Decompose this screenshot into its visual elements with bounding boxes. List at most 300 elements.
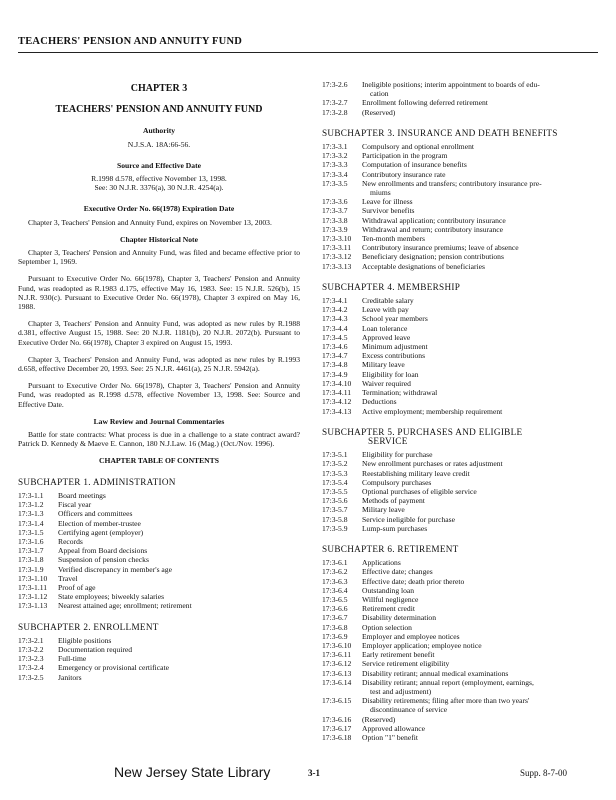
- section-title-text: Option selection: [362, 622, 412, 632]
- section-title-text: Withdrawal and return; contributory insurance: [362, 224, 503, 234]
- section-title-text: Disability retirements; filing after more than two years': [362, 696, 530, 706]
- subchapter-4-list: [322, 296, 598, 416]
- section-number: 17:3-4.9: [322, 369, 348, 379]
- section-title: [362, 324, 598, 333]
- section-number: 17:3-5.8: [322, 514, 348, 524]
- toc-row: [322, 351, 598, 360]
- section-title: [362, 179, 598, 197]
- section-title-text: Appeal from Board decisions: [58, 546, 148, 556]
- toc-row: [322, 459, 598, 468]
- section-number: 17:3-1.9: [18, 564, 44, 574]
- toc-row: [322, 333, 598, 342]
- section-title-text: Suspension of pension checks: [58, 555, 149, 565]
- section-title: [362, 351, 598, 360]
- section-title-text: Board meetings: [58, 490, 106, 500]
- toc-row: [322, 314, 598, 323]
- section-title: [58, 574, 300, 583]
- section-title: [362, 80, 598, 98]
- section-number: 17:3-2.2: [18, 644, 44, 654]
- section-title: [362, 296, 598, 305]
- toc-row: [322, 225, 598, 234]
- section-title: [58, 509, 300, 518]
- section-title-text: New enrollments and transfers; contributory insurance pre-: [362, 178, 542, 188]
- toc-row: [322, 170, 598, 179]
- toc-row: [18, 565, 300, 574]
- section-title: [362, 234, 598, 243]
- section-title: [362, 360, 598, 369]
- toc-row: [322, 641, 598, 650]
- header-rule: [18, 52, 598, 53]
- running-header: TEACHERS' PENSION AND ANNUITY FUND: [18, 36, 243, 47]
- law-review-heading: Law Review and Journal Commentaries: [93, 416, 225, 426]
- section-title-text: (Reserved): [362, 107, 396, 117]
- section-title-text: Fiscal year: [58, 500, 92, 510]
- section-title-text: Approved leave: [362, 332, 411, 342]
- section-number: 17:3-6.15: [322, 696, 352, 706]
- section-number: 17:3-6.8: [322, 622, 348, 632]
- section-title-text: Disability determination: [362, 613, 437, 623]
- section-title-text: Applications: [362, 558, 401, 568]
- toc-row: [322, 524, 598, 533]
- subchapter-2-title: SUBCHAPTER 2. ENROLLMENT: [18, 621, 159, 632]
- section-title: [362, 715, 598, 724]
- section-title-text: Certifying agent (employer): [58, 527, 144, 537]
- section-number: 17:3-4.4: [322, 323, 348, 333]
- section-title: [362, 197, 598, 206]
- section-title: [362, 733, 598, 742]
- toc-row: [18, 592, 300, 601]
- section-title-text: Compulsory purchases: [362, 477, 432, 487]
- section-title: [58, 592, 300, 601]
- section-title-text: Military leave: [362, 505, 405, 515]
- section-title: [58, 519, 300, 528]
- section-number: 17:3-1.8: [18, 555, 44, 565]
- section-title-text: Participation in the program: [362, 151, 448, 161]
- section-title-continuation: discontinuance of service: [370, 705, 448, 715]
- toc-row: [322, 469, 598, 478]
- section-number: 17:3-1.11: [18, 582, 48, 592]
- section-title-continuation: cation: [370, 89, 389, 99]
- toc-row: [322, 142, 598, 151]
- section-title-text: Enrollment following deferred retirement: [362, 98, 488, 108]
- section-number: 17:3-1.2: [18, 500, 44, 510]
- source-heading: Source and Effective Date: [116, 160, 201, 170]
- section-title: [362, 487, 598, 496]
- section-title: [362, 613, 598, 622]
- section-title: [58, 491, 300, 500]
- section-title-text: Eligibility for loan: [362, 369, 419, 379]
- subchapter-1-title: SUBCHAPTER 1. ADMINISTRATION: [18, 476, 176, 487]
- section-title-text: Computation of insurance benefits: [362, 160, 467, 170]
- toc-row: [322, 669, 598, 678]
- section-title-text: Ten-month members: [362, 234, 425, 244]
- section-title-text: Deductions: [362, 397, 397, 407]
- section-number: 17:3-3.5: [322, 178, 348, 188]
- toc-row: [18, 509, 300, 518]
- toc-row: [322, 252, 598, 261]
- section-title: [58, 663, 300, 672]
- section-title: [58, 645, 300, 654]
- toc-row: [322, 595, 598, 604]
- section-title: [362, 206, 598, 215]
- section-number: 17:3-3.2: [322, 151, 348, 161]
- section-number: 17:3-6.4: [322, 585, 348, 595]
- toc-row: [322, 496, 598, 505]
- toc-row: [322, 305, 598, 314]
- section-number: 17:3-5.1: [322, 450, 348, 460]
- section-title: [362, 641, 598, 650]
- section-number: 17:3-4.5: [322, 332, 348, 342]
- section-number: 17:3-1.13: [18, 601, 48, 611]
- section-title: [362, 496, 598, 505]
- history-paragraph: Chapter 3, Teachers' Pension and Annuity Fund, was adopted as new rules by R.1988 d.381, effective August 15, 1988. See: 20 N.J.R. 1181(b), 20 N.J.R. 2072(b). Pursuant to Executive Order No. 66(1978), Chapter 3 expired on August 15, 1993.: [18, 319, 300, 347]
- section-title-text: Optional purchases of eligible service: [362, 486, 477, 496]
- toc-row: [322, 360, 598, 369]
- section-number: 17:3-2.5: [18, 672, 44, 682]
- section-title-text: State employees; biweekly salaries: [58, 592, 165, 602]
- eo-text: Chapter 3, Teachers' Pension and Annuity Fund, expires on November 13, 2003.: [28, 217, 272, 227]
- section-number: 17:3-3.9: [322, 224, 348, 234]
- page-number: 3-1: [308, 768, 320, 778]
- section-title: [362, 724, 598, 733]
- section-title: [362, 160, 598, 169]
- section-title-text: Termination; withdrawal: [362, 388, 438, 398]
- toc-row: [322, 678, 598, 696]
- section-number: 17:3-4.12: [322, 397, 352, 407]
- section-title: [58, 537, 300, 546]
- section-title-text: Methods of payment: [362, 496, 425, 506]
- section-title: [362, 170, 598, 179]
- toc-row: [322, 216, 598, 225]
- section-title-text: Service retirement eligibility: [362, 659, 450, 669]
- section-title-text: Creditable salary: [362, 296, 414, 306]
- section-number: 17:3-4.1: [322, 296, 348, 306]
- section-title-text: Beneficiary designation; pension contributions: [362, 252, 504, 262]
- section-title: [362, 216, 598, 225]
- section-title: [362, 314, 598, 323]
- section-title: [58, 555, 300, 564]
- section-number: 17:3-2.3: [18, 654, 44, 664]
- toc-row: [18, 583, 300, 592]
- section-number: 17:3-4.11: [322, 388, 352, 398]
- section-title-text: Verified discrepancy in member's age: [58, 564, 172, 574]
- toc-row: [322, 206, 598, 215]
- section-number: 17:3-1.4: [18, 518, 44, 528]
- toc-row: [18, 537, 300, 546]
- section-title: [58, 601, 300, 610]
- section-number: 17:3-4.8: [322, 360, 348, 370]
- subchapter-2-list: [18, 636, 300, 682]
- section-title: [362, 469, 598, 478]
- section-title: [58, 673, 300, 682]
- toc-row: [18, 555, 300, 564]
- subchapter-6-list: [322, 558, 598, 742]
- section-title: [58, 565, 300, 574]
- section-title-text: Disability retirant; annual medical examinations: [362, 668, 509, 678]
- section-title: [362, 586, 598, 595]
- library-stamp: New Jersey State Library: [114, 764, 271, 780]
- section-number: 17:3-1.7: [18, 546, 44, 556]
- section-number: 17:3-6.13: [322, 668, 352, 678]
- section-number: 17:3-2.1: [18, 635, 44, 645]
- toc-row: [322, 659, 598, 668]
- toc-row: [322, 623, 598, 632]
- section-number: 17:3-2.8: [322, 107, 348, 117]
- section-title: [362, 505, 598, 514]
- toc-row: [322, 379, 598, 388]
- section-number: 17:3-3.6: [322, 197, 348, 207]
- section-title-text: Loan tolerance: [362, 323, 408, 333]
- section-title: [58, 583, 300, 592]
- chapter-title: TEACHERS' PENSION AND ANNUITY FUND: [55, 104, 263, 116]
- section-title-text: Minimum adjustment: [362, 342, 428, 352]
- section-title: [362, 678, 598, 696]
- history-heading: Chapter Historical Note: [120, 234, 198, 244]
- section-title-text: Leave with pay: [362, 305, 409, 315]
- toc-row: [322, 577, 598, 586]
- toc-row: [18, 574, 300, 583]
- section-number: 17:3-2.6: [322, 80, 348, 89]
- toc-row: [322, 558, 598, 567]
- section-number: 17:3-6.3: [322, 576, 348, 586]
- section-number: 17:3-5.4: [322, 477, 348, 487]
- section-title-text: Outstanding loan: [362, 585, 415, 595]
- section-title: [362, 577, 598, 586]
- toc-row: [322, 342, 598, 351]
- section-title-text: Election of member-trustee: [58, 518, 141, 528]
- section-title-text: Records: [58, 536, 83, 546]
- section-number: 17:3-6.6: [322, 604, 348, 614]
- toc-row: [322, 567, 598, 576]
- section-number: 17:3-6.14: [322, 677, 352, 687]
- section-title: [362, 342, 598, 351]
- section-title-text: Officers and committees: [58, 509, 133, 519]
- toc-row: [18, 663, 300, 672]
- toc-row: [322, 397, 598, 406]
- section-title: [362, 252, 598, 261]
- section-title-continuation: miums: [370, 188, 391, 198]
- section-title-text: Military leave: [362, 360, 405, 370]
- section-title-text: Effective date; death prior thereto: [362, 576, 465, 586]
- source-line-1: R.1998 d.578, effective November 13, 1998.: [91, 174, 227, 184]
- toc-row: [18, 519, 300, 528]
- section-number: 17:3-5.7: [322, 505, 348, 515]
- toc-row: [322, 604, 598, 613]
- toc-row: [18, 645, 300, 654]
- section-number: 17:3-4.2: [322, 305, 348, 315]
- section-number: 17:3-5.3: [322, 468, 348, 478]
- authority-heading: Authority: [142, 126, 176, 136]
- toc-row: [322, 613, 598, 622]
- section-title: [362, 696, 598, 714]
- toc-row: [18, 546, 300, 555]
- law-review-text: Battle for state contracts: What process is due in a challenge to a state contract award? Patrick D. Kennedy & Maeve E. Cannon, 180 N.J.Law. 16 (Mag.) (Oct./Nov. 1996).: [18, 430, 300, 449]
- toc-row: [322, 197, 598, 206]
- section-title-text: Nearest attained age; enrollment; retirement: [58, 601, 192, 611]
- section-title-text: Excess contributions: [362, 351, 426, 361]
- source-line-2: See: 30 N.J.R. 3376(a), 30 N.J.R. 4254(a).: [94, 183, 224, 193]
- section-title-text: Compulsory and optional enrollment: [362, 142, 474, 152]
- section-title-text: Ineligible positions; interim appointment to boards of edu-: [362, 80, 540, 89]
- toc-row: [322, 151, 598, 160]
- left-column: [18, 84, 300, 682]
- section-number: 17:3-6.11: [322, 650, 352, 660]
- section-title-text: Leave for illness: [362, 197, 413, 207]
- right-column: [322, 80, 598, 742]
- section-number: 17:3-5.9: [322, 523, 348, 533]
- section-title: [58, 654, 300, 663]
- toc-row: [322, 160, 598, 169]
- history-paragraph: Pursuant to Executive Order No. 66(1978), Chapter 3, Teachers' Pension and Annuity Fund, was readopted as R.1983 d.175, effective May 16, 1983. See: 15 N.J.R. 526(b), 15 N.J.R. 930(c). Pursuant to Executive Order No. 66(1978), Chapter 3 expired on May 16, 1988.: [18, 274, 300, 312]
- section-title: [362, 108, 598, 117]
- subchapter-4-title: SUBCHAPTER 4. MEMBERSHIP: [322, 281, 461, 292]
- section-title-text: New enrollment purchases or rates adjustment: [362, 459, 503, 469]
- section-number: 17:3-6.5: [322, 594, 348, 604]
- section-title-text: Retirement credit: [362, 604, 415, 614]
- section-title: [362, 604, 598, 613]
- toc-row: [322, 696, 598, 714]
- toc-row: [322, 505, 598, 514]
- section-number: 17:3-3.7: [322, 206, 348, 216]
- toc-row: [322, 650, 598, 659]
- section-title-text: Full-time: [58, 654, 87, 664]
- section-number: 17:3-6.10: [322, 640, 352, 650]
- section-title: [362, 478, 598, 487]
- section-title: [362, 515, 598, 524]
- section-title: [362, 333, 598, 342]
- subchapter-3-title: SUBCHAPTER 3. INSURANCE AND DEATH BENEFITS: [322, 127, 558, 138]
- section-number: 17:3-3.10: [322, 234, 352, 244]
- section-number: 17:3-3.1: [322, 142, 348, 152]
- chapter-number: CHAPTER 3: [130, 83, 188, 94]
- section-title-text: Disability retirant; annual report (employment, earnings,: [362, 677, 534, 687]
- section-number: 17:3-1.5: [18, 527, 44, 537]
- section-number: 17:3-1.12: [18, 592, 48, 602]
- section-number: 17:3-4.6: [322, 342, 348, 352]
- subchapter-5-list: [322, 450, 598, 533]
- section-title: [362, 632, 598, 641]
- toc-row: [322, 234, 598, 243]
- section-title-text: Employer and employee notices: [362, 631, 460, 641]
- section-title-text: Eligible positions: [58, 635, 112, 645]
- section-title: [362, 151, 598, 160]
- section-title: [362, 459, 598, 468]
- section-number: 17:3-3.12: [322, 252, 352, 262]
- section-title: [362, 379, 598, 388]
- section-title: [362, 98, 598, 107]
- section-number: 17:3-3.11: [322, 243, 352, 253]
- section-number: 17:3-2.7: [322, 98, 348, 108]
- section-number: 17:3-4.10: [322, 378, 352, 388]
- section-title: [58, 636, 300, 645]
- section-number: 17:3-3.8: [322, 215, 348, 225]
- toc-row: [322, 407, 598, 416]
- section-title-text: Proof of age: [58, 582, 96, 592]
- section-number: 17:3-3.4: [322, 169, 348, 179]
- toc-row: [18, 654, 300, 663]
- subchapter-5-title-line1: SUBCHAPTER 5. PURCHASES AND ELIGIBLE: [322, 426, 523, 437]
- section-title-text: (Reserved): [362, 714, 396, 724]
- section-title: [362, 650, 598, 659]
- toc-row: [18, 673, 300, 682]
- section-number: 17:3-4.13: [322, 406, 352, 416]
- toc-row: [322, 370, 598, 379]
- section-title: [362, 388, 598, 397]
- section-number: 17:3-5.2: [322, 459, 348, 469]
- section-number: 17:3-1.1: [18, 490, 44, 500]
- section-title-text: Janitors: [58, 672, 82, 682]
- subchapter-1-list: [18, 491, 300, 611]
- section-title-continuation: test and adjustment): [370, 686, 432, 696]
- section-title: [362, 450, 598, 459]
- toc-row: [18, 500, 300, 509]
- section-number: 17:3-1.6: [18, 536, 44, 546]
- toc-row: [322, 724, 598, 733]
- section-title: [362, 305, 598, 314]
- section-title: [362, 669, 598, 678]
- section-title: [362, 567, 598, 576]
- section-number: 17:3-6.12: [322, 659, 352, 669]
- section-title-text: Approved allowance: [362, 723, 426, 733]
- section-title: [362, 370, 598, 379]
- toc-row: [18, 601, 300, 610]
- history-paragraph: Chapter 3, Teachers' Pension and Annuity Fund, was adopted as new rules by R.1993 d.658, effective December 20, 1993. See: 25 N.J.R. 4461(a), 25 N.J.R. 5942(a).: [18, 354, 300, 374]
- section-number: 17:3-1.3: [18, 509, 44, 519]
- section-title-text: Lump-sum purchases: [362, 523, 428, 533]
- section-title-text: Contributory insurance rate: [362, 169, 446, 179]
- subchapter-3-list: [322, 142, 598, 271]
- section-number: 17:3-3.3: [322, 160, 348, 170]
- history-notes: [18, 248, 300, 409]
- subchapter-5-title: [322, 428, 598, 437]
- toc-row: [322, 324, 598, 333]
- section-number: 17:3-5.6: [322, 496, 348, 506]
- section-title: [362, 558, 598, 567]
- section-number: 17:3-6.17: [322, 723, 352, 733]
- eo-heading: Executive Order No. 66(1978) Expiration Date: [83, 204, 235, 214]
- toc-row: [322, 450, 598, 459]
- section-title: [58, 500, 300, 509]
- section-title-text: Willful negligence: [362, 594, 419, 604]
- section-title-text: Survivor benefits: [362, 206, 415, 216]
- section-number: 17:3-4.7: [322, 351, 348, 361]
- section-title-text: Reestablishing military leave credit: [362, 468, 470, 478]
- section-title-text: Option "1" benefit: [362, 733, 418, 742]
- section-number: 17:3-6.1: [322, 558, 348, 568]
- section-title-text: Acceptable designations of beneficiaries: [362, 261, 485, 271]
- section-title: [362, 397, 598, 406]
- toc-row: [322, 478, 598, 487]
- section-title: [362, 262, 598, 271]
- subchapter-6-title: SUBCHAPTER 6. RETIREMENT: [322, 543, 459, 554]
- section-number: 17:3-6.16: [322, 714, 352, 724]
- history-paragraph: Pursuant to Executive Order No. 66(1978), Chapter 3, Teachers' Pension and Annuity Fund, was readopted as R.1998 d.578, effective November 13, 1998. See: Source and Effective Date.: [18, 381, 300, 409]
- section-number: 17:3-1.10: [18, 573, 48, 583]
- toc-row: [322, 296, 598, 305]
- section-title-text: Withdrawal application; contributory insurance: [362, 215, 506, 225]
- section-number: 17:3-3.13: [322, 261, 352, 271]
- toc-row: [18, 491, 300, 500]
- toc-row: [18, 528, 300, 537]
- section-title: [362, 524, 598, 533]
- section-title: [362, 243, 598, 252]
- toc-row: [322, 632, 598, 641]
- section-title-text: School year members: [362, 314, 428, 324]
- section-title: [58, 528, 300, 537]
- section-title-text: Service ineligible for purchase: [362, 514, 455, 524]
- section-title: [362, 659, 598, 668]
- section-number: 17:3-5.5: [322, 486, 348, 496]
